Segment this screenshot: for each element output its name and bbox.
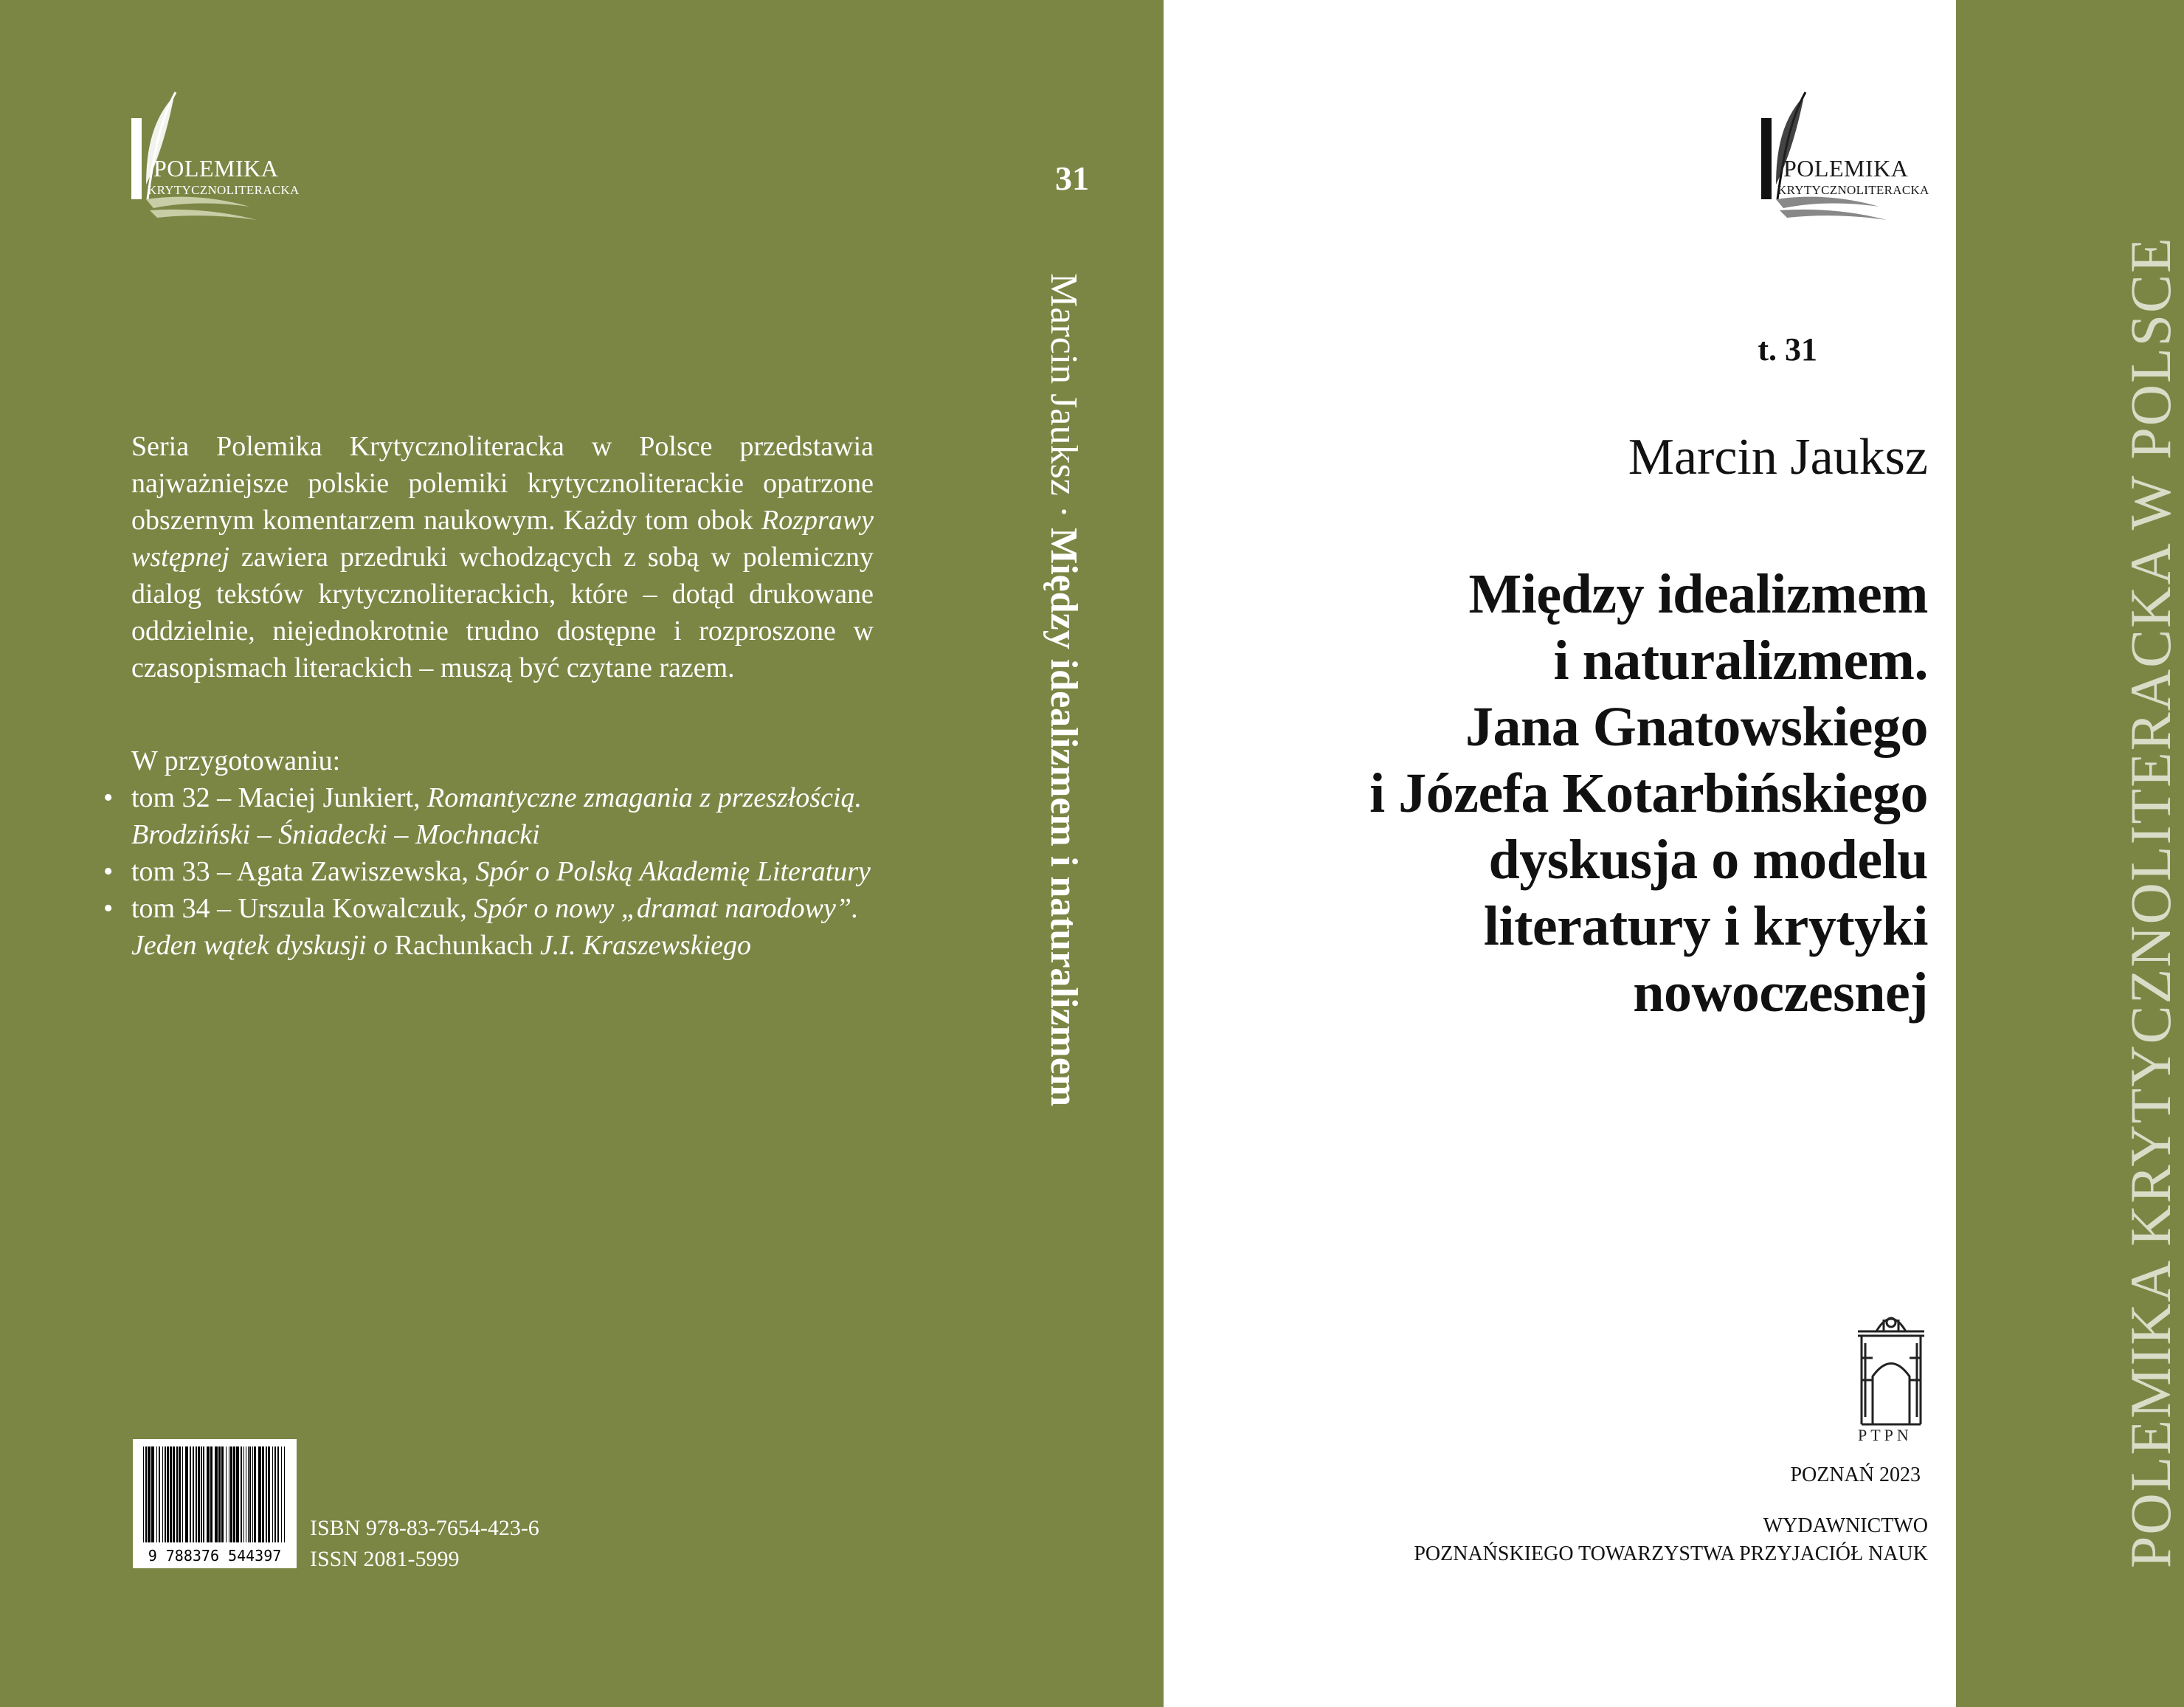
barcode-bar — [190, 1446, 191, 1542]
barcode-bar — [145, 1446, 147, 1542]
spine-separator: · — [1043, 505, 1085, 519]
barcode-bar — [207, 1446, 210, 1542]
barcode-bar — [281, 1446, 282, 1542]
barcode-bar — [162, 1446, 163, 1542]
barcode-bar — [156, 1446, 157, 1542]
barcode-bar — [249, 1446, 251, 1542]
ptpn-gate-icon — [1850, 1306, 1932, 1432]
barcode-bar — [243, 1446, 244, 1542]
barcode-bar — [226, 1446, 227, 1542]
title-line: literatury i krytyki — [1483, 895, 1928, 957]
barcode-bar — [218, 1446, 221, 1542]
prep-heading: W przygotowaniu: — [131, 745, 341, 776]
publisher-line-2: POZNAŃSKIEGO TOWARZYSTWA PRZYJACIÓŁ NAUK — [1414, 1542, 1928, 1565]
series-name-vertical: POLEMIKA KRYTYCZNOLITERACKA W POLSCE — [2118, 236, 2183, 1568]
polemika-logo — [131, 89, 301, 236]
barcode-bar — [274, 1446, 276, 1542]
barcode-bar — [236, 1446, 239, 1542]
barcode-bar — [173, 1446, 175, 1542]
isbn: ISBN 978-83-7654-423-6 — [310, 1516, 539, 1540]
barcode-bar — [159, 1446, 160, 1542]
logo-name: POLEMIKA — [153, 155, 279, 182]
book-title — [1264, 561, 1928, 1026]
barcode-bar — [284, 1446, 285, 1542]
list-item: • tom 32 – Maciej Junkiert, Romantyczne zmagania z przeszłością. Brodziński – Śniadecki – Mochnacki — [103, 779, 900, 853]
barcode-digits: 9 788376 544397 — [148, 1547, 282, 1565]
barcode-bar — [248, 1446, 249, 1542]
logo-name: POLEMIKA — [1783, 155, 1909, 182]
polemika-logo — [1761, 89, 1931, 236]
spine-book-title: Między idealizmem i naturalizmem — [1043, 528, 1085, 1107]
barcode-bar — [268, 1446, 270, 1542]
place-year: POZNAŃ 2023 — [1790, 1463, 1921, 1486]
logo-subtitle: KRYTYCZNOLITERACKA — [1777, 183, 1929, 197]
title-line: dyskusja o modelu — [1488, 829, 1928, 891]
barcode-bar — [148, 1446, 151, 1542]
barcode-bar — [151, 1446, 154, 1542]
prep-list — [103, 779, 900, 964]
barcode-icon — [133, 1439, 297, 1568]
barcode-bar — [201, 1446, 202, 1542]
barcode-bar — [262, 1446, 264, 1542]
barcode-bar — [193, 1446, 194, 1542]
logo-subtitle: KRYTYCZNOLITERACKA — [148, 183, 300, 197]
barcode — [133, 1439, 297, 1568]
barcode-bar — [185, 1446, 188, 1542]
barcode-bar — [198, 1446, 200, 1542]
title-line: Jana Gnatowskiego — [1465, 696, 1928, 758]
spine-author: Marcin Jauksz — [1043, 273, 1085, 496]
author-name: Marcin Jauksz — [1628, 429, 1928, 486]
barcode-bar — [182, 1446, 183, 1542]
title-line: Między idealizmem — [1468, 563, 1928, 625]
barcode-bar — [258, 1446, 261, 1542]
barcode-bar — [210, 1446, 212, 1542]
barcode-bar — [167, 1446, 169, 1542]
barcode-bar — [170, 1446, 172, 1542]
list-item: • tom 34 – Urszula Kowalczuk, Spór o nowy „dramat narodowy”. Jeden wątek dyskusji o Rachunkach J.I. Kraszewskiego — [103, 890, 900, 964]
spine-volume-number: 31 — [1055, 159, 1089, 197]
barcode-bar — [176, 1446, 178, 1542]
list-item: • tom 33 – Agata Zawiszewska, Spór o Polską Akademię Literatury — [103, 853, 900, 890]
barcode-bar — [254, 1446, 256, 1542]
barcode-bar — [203, 1446, 204, 1542]
blurb-italic: Rozprawy wstępnej — [131, 505, 874, 573]
publisher-line-1: WYDAWNICTWO — [1763, 1514, 1928, 1537]
title-line: nowoczesnej — [1633, 962, 1928, 1024]
ptpn-label: PTPN — [1858, 1426, 1912, 1444]
barcode-bar — [241, 1446, 242, 1542]
barcode-bar — [272, 1446, 273, 1542]
barcode-bar — [165, 1446, 166, 1542]
title-line: i naturalizmem. — [1553, 630, 1928, 692]
barcode-bar — [266, 1446, 267, 1542]
barcode-bar — [221, 1446, 224, 1542]
barcode-bar — [179, 1446, 181, 1542]
barcode-bar — [252, 1446, 253, 1542]
series-blurb — [131, 428, 874, 686]
barcode-bar — [215, 1446, 218, 1542]
barcode-bar — [230, 1446, 232, 1542]
blurb-text-2: zawiera przedruki wchodzących z sobą w polemiczny dialog tekstów krytycznoliterackich, które – dotąd drukowane oddzielnie, niejednokrotnie trudno dostępne i rozproszone w czasopismach literackich – muszą być czytane razem. — [131, 542, 874, 683]
barcode-bar — [233, 1446, 235, 1542]
title-line: i Józefa Kotarbińskiego — [1369, 762, 1928, 824]
barcode-bar — [143, 1446, 144, 1542]
blurb-text-1: Seria Polemika Krytycznoliteracka w Polsce przedstawia najważniejsze polskie polemiki krytycznoliterackie opatrzone obszernym komentarzem naukowym. Każdy tom obok — [131, 431, 874, 536]
spine-title — [1042, 273, 1085, 1106]
barcode-bar — [196, 1446, 197, 1542]
issn: ISSN 2081-5999 — [310, 1547, 460, 1571]
barcode-bar — [277, 1446, 279, 1542]
volume-number: t. 31 — [1758, 331, 1817, 368]
isbn-block — [310, 1513, 539, 1575]
